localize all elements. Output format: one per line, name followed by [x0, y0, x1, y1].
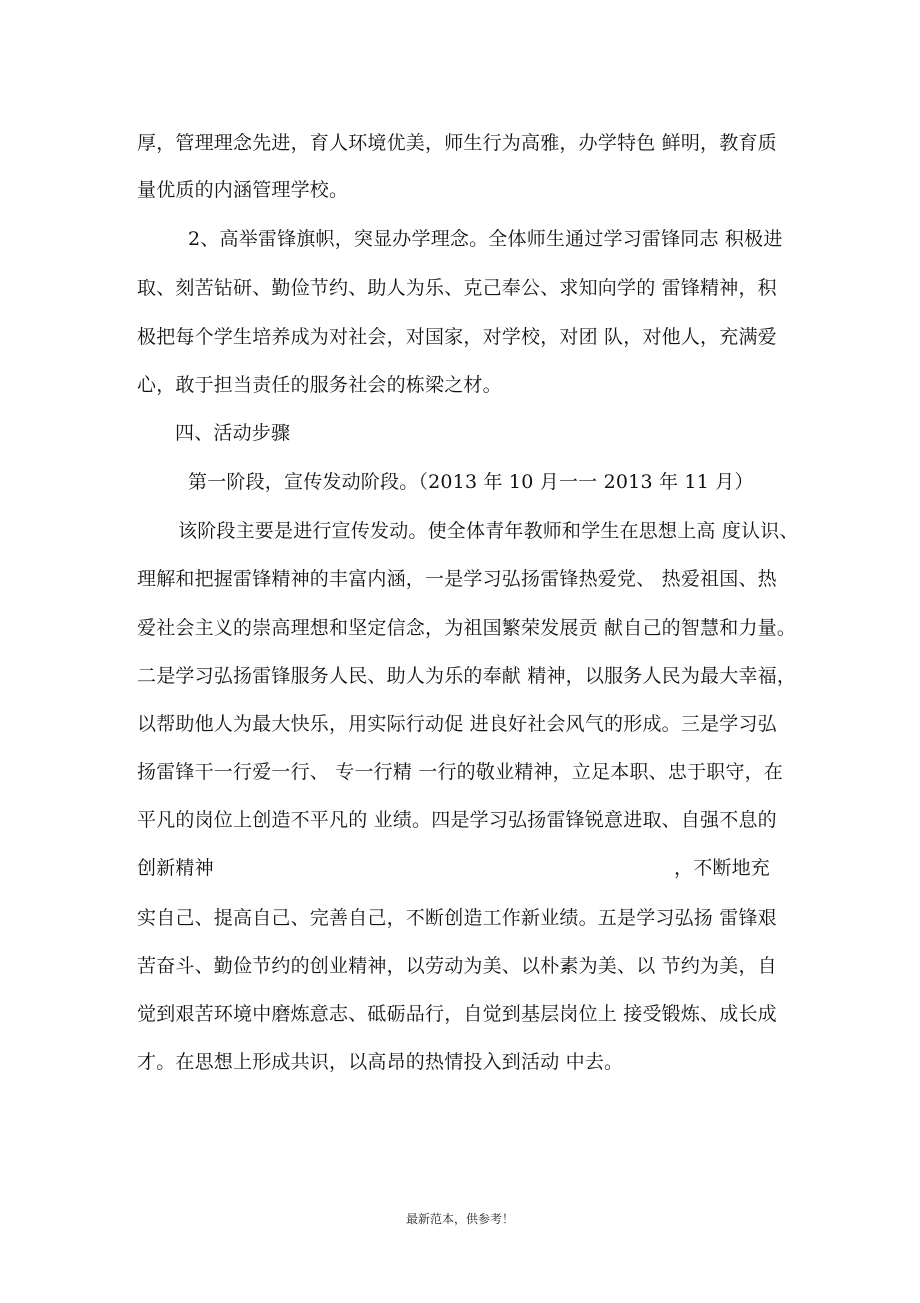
text-line: 理解和把握雷锋精神的丰富内涵，一是学习弘扬雷锋热爱党、 热爱祖国、热	[137, 568, 777, 590]
text-line: 取、刻苦钻研、勤俭节约、助人为乐、克己奉公、求知向学的 雷锋精神，积	[137, 277, 777, 299]
text-line: 量优质的内涵管理学校。	[137, 179, 349, 201]
text-line: 该阶段主要是进行宣传发动。使全体青年教师和学生在思想上高 度认识、	[178, 520, 799, 542]
text-line: 才。在思想上形成共识，以高昂的热情投入到活动 中去。	[137, 1051, 624, 1073]
text-line: 厚，管理理念先进，育人环境优美，师生行为高雅，办学特色 鲜明，教育质	[137, 132, 777, 154]
text-line: 实自己、提高自己、完善自己，不断创造工作新业绩。五是学习弘扬 雷锋艰	[137, 907, 777, 929]
text-line: 平凡的岗位上创造不平凡的 业绩。四是学习弘扬雷锋锐意进取、自强不息的	[137, 809, 777, 831]
text-line: 苦奋斗、勤俭节约的创业精神，以劳动为美、以朴素为美、以 节约为美，自	[137, 955, 777, 977]
text-line: 极把每个学生培养成为对社会，对国家，对学校，对团 队，对他人，充满爱	[137, 326, 777, 348]
text-line: 第一阶段，宣传发动阶段。（2013 年 10 月一一 2013 年 11 月）	[188, 471, 754, 493]
text-line: 2、高举雷锋旗帜，突显办学理念。全体师生通过学习雷锋同志 积极进	[188, 228, 783, 250]
text-line: 扬雷锋干一行爱一行、 专一行精 一行的敬业精神，立足本职、忠于职守，在	[137, 761, 784, 783]
text-line: ，不断地充	[674, 857, 771, 879]
text-line: 二是学习弘扬雷锋服务人民、助人为乐的奉献 精神，以服务人民为最大幸福，	[137, 665, 797, 687]
text-line: 觉到艰苦环境中磨炼意志、砥砺品行，自觉到基层岗位上 接受锻炼、成长成	[137, 1003, 777, 1025]
section-heading: 四、活动步骤	[175, 422, 291, 444]
page-footer: 最新范本，供参考！	[405, 1212, 514, 1226]
text-line: 以帮助他人为最大快乐，用实际行动促 进良好社会风气的形成。三是学习弘	[137, 713, 777, 735]
text-line: 创新精神	[137, 857, 214, 879]
text-line: 爱社会主义的崇高理想和坚定信念，为祖国繁荣发展贡 献自己的智慧和力量。	[137, 617, 797, 639]
text-line: 心，敢于担当责任的服务社会的栋梁之材。	[137, 374, 502, 396]
